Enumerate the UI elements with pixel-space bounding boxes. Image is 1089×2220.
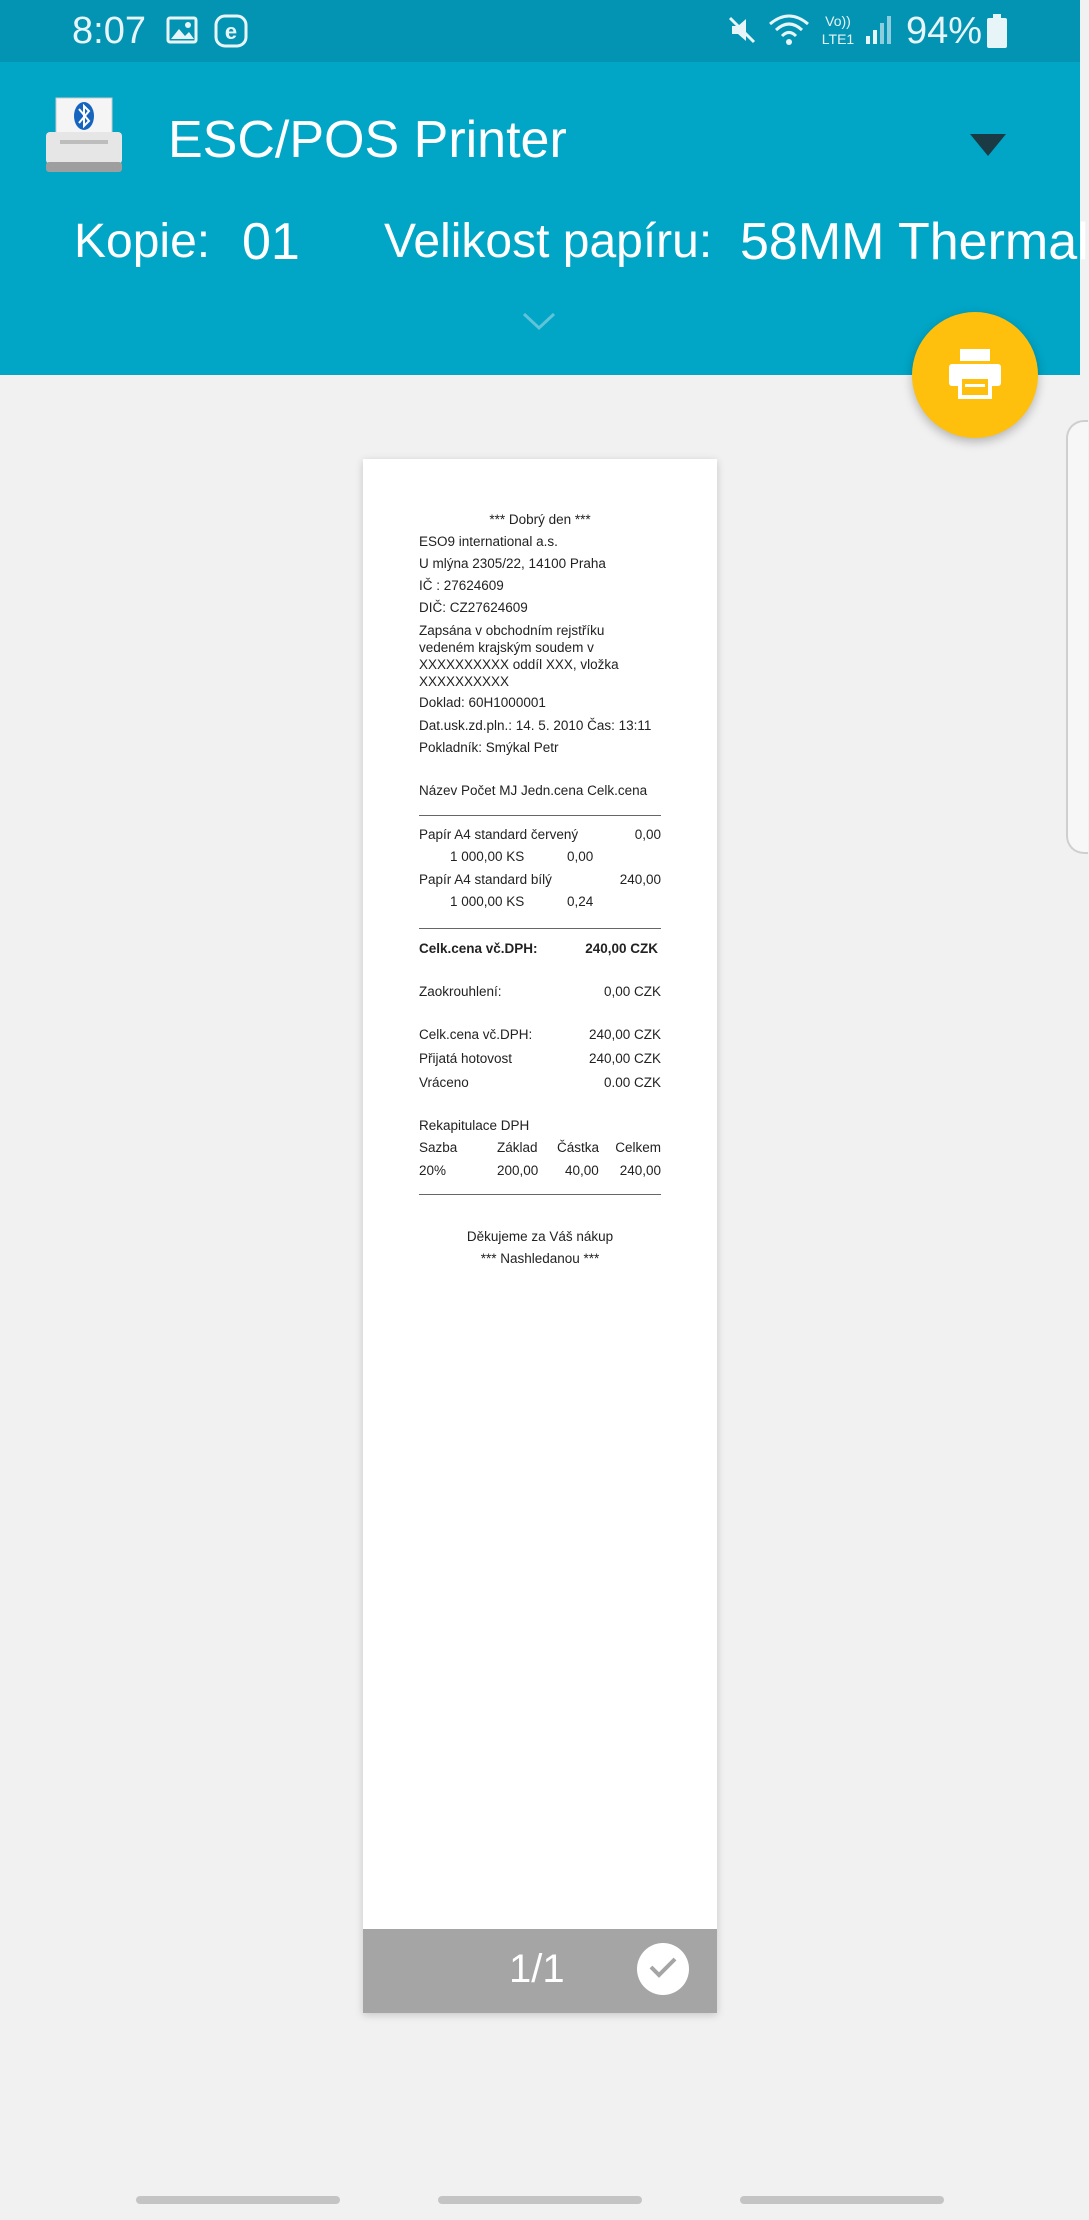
- receipt-change: Vráceno 0.00 CZK: [419, 1075, 661, 1090]
- receipt-address: U mlýna 2305/22, 14100 Praha: [419, 556, 606, 571]
- receipt-registry-3: XXXXXXXXXX oddíl XXX, vložka: [419, 657, 619, 672]
- expand-chevron-icon[interactable]: [522, 312, 556, 337]
- svg-text:Vo)): Vo)): [825, 13, 851, 29]
- app-title: ESC/POS Printer: [168, 111, 567, 169]
- printer-dropdown-icon[interactable]: [970, 134, 1006, 163]
- mute-icon: [726, 14, 758, 51]
- svg-text:LTE1: LTE1: [821, 31, 855, 47]
- receipt-item-name: Papír A4 standard červený 0,00: [419, 827, 661, 842]
- receipt-cash: Přijatá hotovost 240,00 CZK: [419, 1051, 661, 1066]
- receipt-greeting: *** Dobrý den ***: [489, 512, 591, 527]
- paper-size-label: Velikost papíru:: [384, 215, 713, 268]
- app-bar: [0, 62, 1089, 375]
- bluetooth-printer-icon: [42, 96, 126, 181]
- page-footer: [363, 1929, 717, 2013]
- gallery-icon: [166, 14, 198, 51]
- receipt-doc: Doklad: 60H1000001: [419, 695, 546, 710]
- status-time: 8:07: [72, 10, 146, 52]
- receipt-divider: [419, 1194, 661, 1195]
- volte-icon: [816, 12, 860, 53]
- edge-panel-handle[interactable]: [1066, 420, 1088, 854]
- receipt-registry-4: XXXXXXXXXX: [419, 674, 510, 689]
- receipt-header-row: Název Počet MJ Jedn.cena Celk.cena: [419, 783, 648, 798]
- receipt-registry-1: Zapsána v obchodním rejstříku: [419, 623, 605, 638]
- receipt-date: Dat.usk.zd.pln.: 14. 5. 2010 Čas: 13:11: [419, 718, 652, 733]
- page-counter: 1/1: [509, 1947, 565, 1991]
- receipt-total-2: Celk.cena vč.DPH: 240,00 CZK: [419, 1027, 661, 1042]
- receipt-vat-title: Rekapitulace DPH: [419, 1118, 530, 1133]
- nav-home-button[interactable]: [438, 2196, 642, 2204]
- wifi-icon: [768, 14, 810, 51]
- receipt-ic: IČ : 27624609: [419, 578, 504, 593]
- receipt-item-name: Papír A4 standard bílý 240,00: [419, 872, 661, 887]
- receipt-dic: DIČ: CZ27624609: [419, 600, 528, 615]
- receipt-thanks: Děkujeme za Váš nákup: [466, 1229, 614, 1244]
- nav-recents-button[interactable]: [136, 2196, 340, 2204]
- nav-back-button[interactable]: [740, 2196, 944, 2204]
- e-app-icon: [214, 14, 248, 53]
- print-button[interactable]: [912, 312, 1038, 438]
- battery-icon: [986, 14, 1008, 53]
- receipt-company: ESO9 international a.s.: [419, 534, 558, 549]
- page-select-check[interactable]: [637, 1943, 689, 1995]
- paper-size-value[interactable]: 58MM Thermal: [740, 213, 1089, 271]
- receipt-rounding: Zaokrouhlení: 0,00 CZK: [419, 984, 661, 999]
- receipt-registry-2: vedeném krajským soudem v: [419, 640, 594, 655]
- receipt-total: Celk.cena vč.DPH: 240,00 CZK: [419, 941, 658, 956]
- print-icon: [947, 347, 1003, 404]
- copies-label: Kopie:: [74, 215, 211, 268]
- copies-value[interactable]: 01: [242, 213, 300, 271]
- battery-percent: 94%: [906, 10, 983, 52]
- svg-text:e: e: [224, 19, 238, 44]
- receipt-divider: [419, 815, 661, 816]
- receipt-goodbye: *** Nashledanou ***: [480, 1251, 600, 1266]
- print-preview-page[interactable]: *** Dobrý den *** ESO9 international a.s. U mlýna 2305/22, 14100 Praha IČ : 27624609 DIČ: CZ27624609 Zapsána v obchodním rejstříku vedeném krajským soudem v XXXXXXXXXX oddíl XXX, vložka XXXXXXXXXX Doklad: 60H1000001 Dat.usk.zd.pln.: 14. 5. 2010 Čas: 13:11 Pokladník: Smýkal Petr Název Počet MJ Jedn.cena Celk.cena Papír A4 standard červený 0,00 1 000,00 KS 0,00 Papír A4 standard bílý 240,00 1 000,00 KS 0,24 Celk.cena vč.DPH: 240,00 CZK Zaokrouhlení: 0,00 CZK Celk.cena vč.DPH: 240,00 CZK Přijatá hotovost 240,00 CZK Vráceno 0.00 CZK Rekapitulace DPH Sazba Základ Částka Celkem 20% 200,00 40,00 240,00 Děkujeme za Váš nákup *** Nashledanou *** 1/1: [363, 459, 717, 2013]
- status-bar: [0, 0, 1080, 62]
- receipt-divider: [419, 928, 661, 929]
- receipt-cashier: Pokladník: Smýkal Petr: [419, 740, 559, 755]
- signal-icon: [864, 14, 894, 51]
- navigation-bar: [0, 2180, 1080, 2220]
- check-icon: [648, 1955, 678, 1984]
